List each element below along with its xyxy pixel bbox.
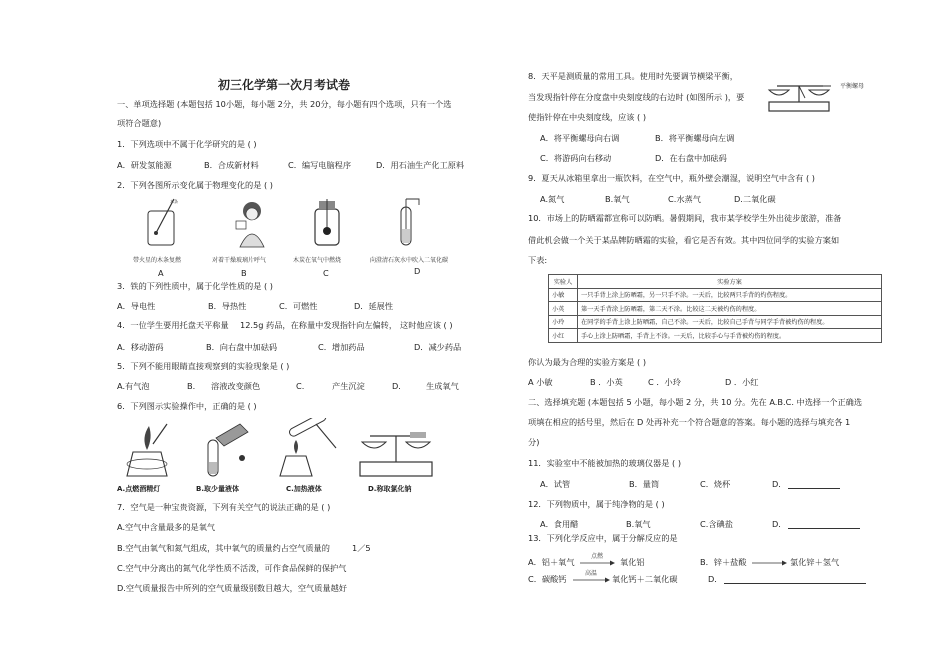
table-cell: 第一天手背涂上防晒霜，第二天不涂。比较这二天被灼伤的程度。	[578, 302, 882, 316]
q2-letter-a: A	[158, 268, 164, 278]
q6-caption-b: B.取少量液体	[196, 485, 239, 493]
q1-option-b: B．合成新材料	[204, 160, 259, 170]
q2-letter-d: D	[414, 266, 421, 276]
q2-caption-a: 带火星的木条复燃	[133, 257, 182, 264]
section2-heading-cont: 项填在相应的括号里，然后在 D 处再补充一个符合题意的答案。每小题的选择与填充各 1	[528, 417, 851, 427]
q9-option-c: C.水蒸气	[668, 194, 701, 204]
q3-option-c: C．可燃性	[279, 301, 318, 311]
q9-stem: 9．夏天从冰箱里拿出一瓶饮料，在空气中，瓶外壁会潮湿，说明空气中含有 ( )	[528, 173, 815, 183]
q6-caption-a: A.点燃酒精灯	[117, 485, 161, 493]
q10-option-c: C ．小玲	[648, 377, 681, 387]
q8-option-d: D．在右盘中加砝码	[655, 153, 727, 163]
q3-option-d: D．延展性	[354, 301, 394, 311]
q6-figure-d	[356, 418, 436, 480]
table-cell: 小玲	[549, 315, 578, 329]
page-title: 初三化学第一次月考试卷	[218, 78, 351, 92]
q7-option-b-fraction: 1／5	[352, 543, 371, 553]
q13-option-a-condition: 点燃	[591, 553, 604, 560]
q13-stem: 13．下列化学反应中，属于分解反应的是	[528, 533, 678, 543]
q10-stem-line3: 下表:	[528, 255, 548, 265]
q2-figure-c	[305, 195, 349, 250]
q11-option-d: D．	[772, 479, 787, 489]
arrow-icon	[573, 577, 611, 583]
q10-option-d: D ．小红	[725, 377, 759, 387]
q6-figure-c	[272, 418, 342, 480]
q7-option-d: D.空气质量报告中所列的空气质量级别数目越大，空气质量越好	[117, 583, 347, 593]
q2-figure-d	[395, 195, 425, 250]
q1-option-c: C．编写电脑程序	[288, 160, 352, 170]
q8-balance-label: 平衡螺母	[840, 83, 865, 90]
q3-option-b: B．导热性	[208, 301, 247, 311]
svg-text:木条: 木条	[170, 199, 178, 204]
q5-stem: 5．下列不能用眼睛直接观察到的实验现象是 ( )	[117, 361, 290, 371]
q7-option-a: A.空气中含量最多的是氧气	[117, 522, 216, 532]
q13-option-b-products: 氯化锌＋氢气	[790, 557, 840, 567]
q10-option-a: A 小敏	[528, 377, 553, 387]
q6-caption-c: C.加热液体	[286, 485, 322, 493]
q11-stem: 11．实验室中不能被加热的玻璃仪器是 ( )	[528, 458, 682, 468]
q5-option-c: C.	[296, 381, 305, 391]
q2-caption-d: 向澄清石灰水中吹入二氧化碳	[370, 257, 449, 264]
q12-option-d: D．	[772, 519, 787, 529]
q12-option-a: A．食用醋	[540, 519, 579, 529]
q12-option-c: C.含碘盐	[700, 519, 733, 529]
q9-option-b: B.氧气	[605, 194, 630, 204]
q4-option-a: A．移动游码	[117, 342, 164, 352]
q8-option-b: B．将平衡螺母向左调	[655, 133, 735, 143]
q5-option-d: D.	[392, 381, 401, 391]
table-row	[549, 315, 882, 329]
q9-option-a: A.氮气	[540, 194, 565, 204]
q13-option-b-reactants: B．锌＋盐酸	[700, 557, 747, 567]
q8-balance-figure	[765, 72, 840, 114]
q12-answer-blank	[788, 520, 860, 529]
q8-stem-line3: 使指针停在中央刻度线，应该 ( )	[528, 112, 647, 122]
q2-figure-b	[230, 195, 274, 250]
arrow-icon	[580, 560, 616, 566]
q2-letter-b: B	[241, 268, 247, 278]
q11-answer-blank	[788, 480, 840, 489]
table-row	[549, 302, 882, 316]
q10-stem-line2: 借此机会做一个关于某品牌防晒霜的实验，看它是否有效。其中四位同学的实验方案如	[528, 235, 840, 245]
q10-option-b: B ．小英	[590, 377, 623, 387]
q2-letter-c: C	[323, 268, 329, 278]
q11-option-a: A．试管	[540, 479, 571, 489]
table-cell: 小敏	[549, 288, 578, 302]
q5-option-a: A.有气泡	[117, 381, 150, 391]
section1-heading-cont: 项符合题意)	[117, 118, 162, 128]
q13-answer-blank-2	[724, 581, 866, 589]
q7-option-b: B.空气由氧气和氮气组成，其中氧气的质量约占空气质量的	[117, 543, 330, 553]
q7-option-c: C.空气中分离出的氮气化学性质不活泼，可作食品保鲜的保护气	[117, 563, 347, 573]
q2-caption-c: 木炭在氧气中燃烧	[293, 257, 342, 264]
q12-option-b: B.氧气	[626, 519, 651, 529]
table-cell: 手心上涂上防晒霜，手背上不涂。一天后，比较手心与手背被灼伤的程度。	[578, 329, 882, 343]
section1-heading: 一、单项选择题 (本题包括 10小题，每小题 2分，共 20分，每小题有四个选项，只有一个选	[117, 99, 452, 109]
section2-heading: 二、选择填充题 (本题包括 5 小题，每小题 2 分，共 10 分。先在 A.B.C. 中选择一个正确选	[528, 397, 863, 407]
q12-stem: 12．下列物质中，属于纯净物的是 ( )	[528, 499, 665, 509]
q5-option-d-text: 生成氧气	[426, 381, 459, 391]
table-cell: 在同学的手背上涂上防晒霜，自己不涂。一天后，比较自己手背与同学手背被灼伤的程度。	[578, 315, 882, 329]
q4-stem-1: 4．一位学生要用托盘天平称量	[117, 320, 229, 330]
q1-option-a: A．研发氢能源	[117, 160, 172, 170]
q4-option-d: D．减少药品	[414, 342, 462, 352]
q4-option-c: C．增加药品	[318, 342, 365, 352]
q8-option-c: C．将游码向右移动	[540, 153, 612, 163]
q4-option-b: B．向右盘中加砝码	[206, 342, 278, 352]
table-cell: 小英	[549, 302, 578, 316]
table-cell: 小红	[549, 329, 578, 343]
q6-caption-d: D.称取氯化钠	[368, 485, 412, 493]
q3-option-a: A．导电性	[117, 301, 156, 311]
table-row	[549, 329, 882, 343]
q2-stem: 2．下列各图所示变化属于物理变化的是 ( )	[117, 180, 273, 190]
q13-option-c-products: 氧化钙＋二氧化碳	[612, 574, 678, 584]
table-header-cell: 实验人	[549, 275, 578, 289]
table-header-row	[549, 275, 882, 289]
q7-stem: 7．空气是一种宝贵资源，下列有关空气的说法正确的是 ( )	[117, 502, 331, 512]
q1-stem: 1．下列选项中不属于化学研究的是 ( )	[117, 139, 257, 149]
q6-stem: 6．下列图示实验操作中，正确的是 ( )	[117, 401, 257, 411]
q3-stem: 3．铁的下列性质中，属于化学性质的是 ( )	[117, 281, 273, 291]
q2-caption-b: 对着干燥玻璃片呼气	[212, 257, 267, 264]
q1-option-d: D．用石油生产化工原料	[376, 160, 465, 170]
q5-option-b-text: 溶液改变颜色	[211, 381, 261, 391]
q10-experiment-table	[548, 274, 882, 343]
section2-heading-end: 分)	[528, 437, 540, 447]
table-header-cell: 实验方案	[578, 275, 882, 289]
q11-option-b: B．量筒	[629, 479, 660, 489]
q9-option-d: D.二氧化碳	[734, 194, 776, 204]
arrow-icon	[752, 560, 788, 566]
q8-option-a: A．将平衡螺母向右调	[540, 133, 620, 143]
q6-figure-b	[196, 418, 256, 480]
q13-option-c-reactants: C．碳酸钙	[528, 574, 567, 584]
q6-figure-a	[117, 418, 177, 480]
q5-option-c-text: 产生沉淀	[332, 381, 365, 391]
q5-option-b: B.	[187, 381, 196, 391]
q11-option-c: C．烧杯	[700, 479, 731, 489]
table-row	[549, 288, 882, 302]
q13-option-c-condition: 高温	[585, 570, 598, 577]
q8-stem: 8．天平是测质量的常用工具。使用时先要调节横梁平衡，	[528, 71, 738, 81]
q10-question: 你认为最为合理的实验方案是 ( )	[528, 357, 647, 367]
q13-option-d: D．	[708, 574, 723, 584]
q10-stem-line1: 10．市场上的防晒霜都宣称可以防晒。暑假期间，我市某学校学生外出徒步旅游，准备	[528, 213, 842, 223]
q13-option-a-reactants: A．铝＋氧气	[528, 557, 575, 567]
q4-stem-2: 12.5g 药品，在称量中发现指针向左偏转，	[240, 320, 398, 330]
q13-option-a-products: 氧化铝	[620, 557, 645, 567]
q8-stem-line2: 当发现指针停在分度盘中央刻度线的右边时 (如图所示 )，要	[528, 92, 745, 102]
q2-figure-a	[140, 195, 184, 250]
q4-stem-3: 这时他应该 ( )	[400, 320, 453, 330]
table-cell: 一只手背上涂上防晒霜，另一只手不涂。一天后，比较两只手背的灼伤程度。	[578, 288, 882, 302]
